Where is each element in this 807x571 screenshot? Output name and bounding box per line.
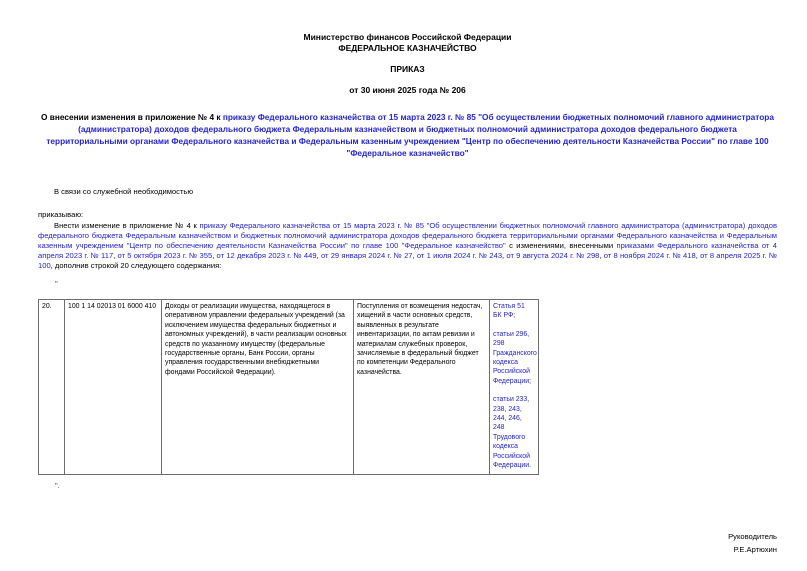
- legal-ref-link-3[interactable]: статьи 233, 238, 243, 244, 246, 248 Трудового кодекса Российской Федерации.: [493, 396, 531, 470]
- doc-date: от 30 июня 2025 года № 206: [349, 85, 466, 95]
- amending-order-link-6[interactable]: от 9 августа 2024 г. № 298: [506, 251, 600, 260]
- row-number-cell: 20.: [39, 300, 65, 475]
- body-text: ,: [599, 251, 604, 260]
- preamble-text: В связи со служебной необходимостью: [54, 187, 194, 196]
- agency-line: ФЕДЕРАЛЬНОЕ КАЗНАЧЕЙСТВО: [338, 43, 477, 53]
- amending-order-link-8[interactable]: от 8 апреля 2025 г. № 100: [38, 251, 778, 270]
- body-text: Внести изменение в приложение № 4 к: [54, 221, 200, 230]
- doc-type: ПРИКАЗ: [390, 64, 425, 74]
- table-row: [39, 300, 539, 475]
- signature-position: Руководитель: [728, 531, 777, 541]
- legal-refs-cell: [490, 300, 539, 475]
- body-text: ,: [502, 251, 507, 260]
- quote-open-mark: ": [55, 279, 58, 288]
- amending-order-link-2[interactable]: от 5 октября 2023 г. № 355: [117, 251, 213, 260]
- legal-ref-link-2[interactable]: статьи 296, 298 Гражданского кодекса Российской Федерации;: [493, 330, 537, 385]
- body-text: ,: [113, 251, 118, 260]
- title-order-link[interactable]: приказу Федерального казначейства от 15 марта 2023 г. № 85 "Об осуществлении бюджетных полномочий главного администратора (администратора) доходов федерального бюджета Федеральным казначейством и бюджетных полномочий администратора доходов федерального бюджета территориальными органами Федерального казначейства и Федеральным казенным учреждением "Центр по обеспечению деятельности Казначейства России" по главе 100 "Федеральное казначейство": [46, 112, 774, 158]
- body-text: ,: [412, 251, 417, 260]
- body-text: , дополнив строкой 20 следующего содержания:: [50, 261, 222, 270]
- title-prefix: О внесении изменения в приложение № 4 к: [41, 112, 223, 122]
- document-title: [38, 111, 777, 159]
- body-text: ,: [316, 251, 321, 260]
- body-text: ,: [212, 251, 217, 260]
- income-name-cell: Доходы от реализации имущества, находящегося в оперативном управлении федеральных учреждений (за исключением имущества федеральных бюджетных и автономных учреждений), в части реализации основных средств по указанному имуществу (федеральные государственные органы, Банк России, органы управления государственными внебюджетными фондами Российской Федерации).: [162, 300, 354, 475]
- description-cell: Поступления от возмещения недостач, хищений в части основных средств, выявленных в результате инвентаризации, по актам ревизии и материалам служебных проверок, зачисляемые в федеральный бюджет по компетенции Федерального казначейства.: [354, 300, 490, 475]
- amending-order-link-1[interactable]: приказами Федерального казначейства от 4 апреля 2023 г. № 117: [38, 241, 777, 260]
- budget-code-cell: 100 1 14 02013 01 6000 410: [65, 300, 162, 475]
- signature-block: [38, 530, 777, 556]
- amending-order-link-5[interactable]: от 1 июля 2024 г. № 243: [416, 251, 503, 260]
- body-text: с изменениями, внесенными: [505, 241, 617, 250]
- body-text: ,: [695, 251, 701, 260]
- amending-order-link-3[interactable]: от 12 декабря 2023 г. № 449: [216, 251, 317, 260]
- amended-order-link[interactable]: приказу Федерального казначейства от 15 марта 2023 г. № 85 "Об осуществлении бюджетных полномочий главного администратора (администратора) доходов федерального бюджета Федеральным казначейством и бюджетных полномочий администратора доходов федерального бюджета территориальными органами Федерального казначейства и Федеральным казенным учреждением "Центр по обеспечению деятельности Казначейства России" по главе 100 "Федеральное казначейство": [38, 221, 777, 250]
- body-paragraph: [38, 221, 777, 271]
- quote-close-mark: ".: [55, 480, 60, 490]
- amending-order-link-7[interactable]: от 8 ноября 2024 г. № 418: [603, 251, 696, 260]
- signature-name: Р.Е.Артюхин: [733, 544, 777, 554]
- ministry-line: Министерство финансов Российской Федерации: [303, 32, 512, 42]
- amending-order-link-4[interactable]: от 29 января 2024 г. № 27: [320, 251, 413, 260]
- amendment-table: [38, 299, 539, 475]
- legal-ref-link-1[interactable]: Статья 51 БК РФ;: [493, 303, 525, 320]
- order-word: приказываю:: [38, 210, 84, 219]
